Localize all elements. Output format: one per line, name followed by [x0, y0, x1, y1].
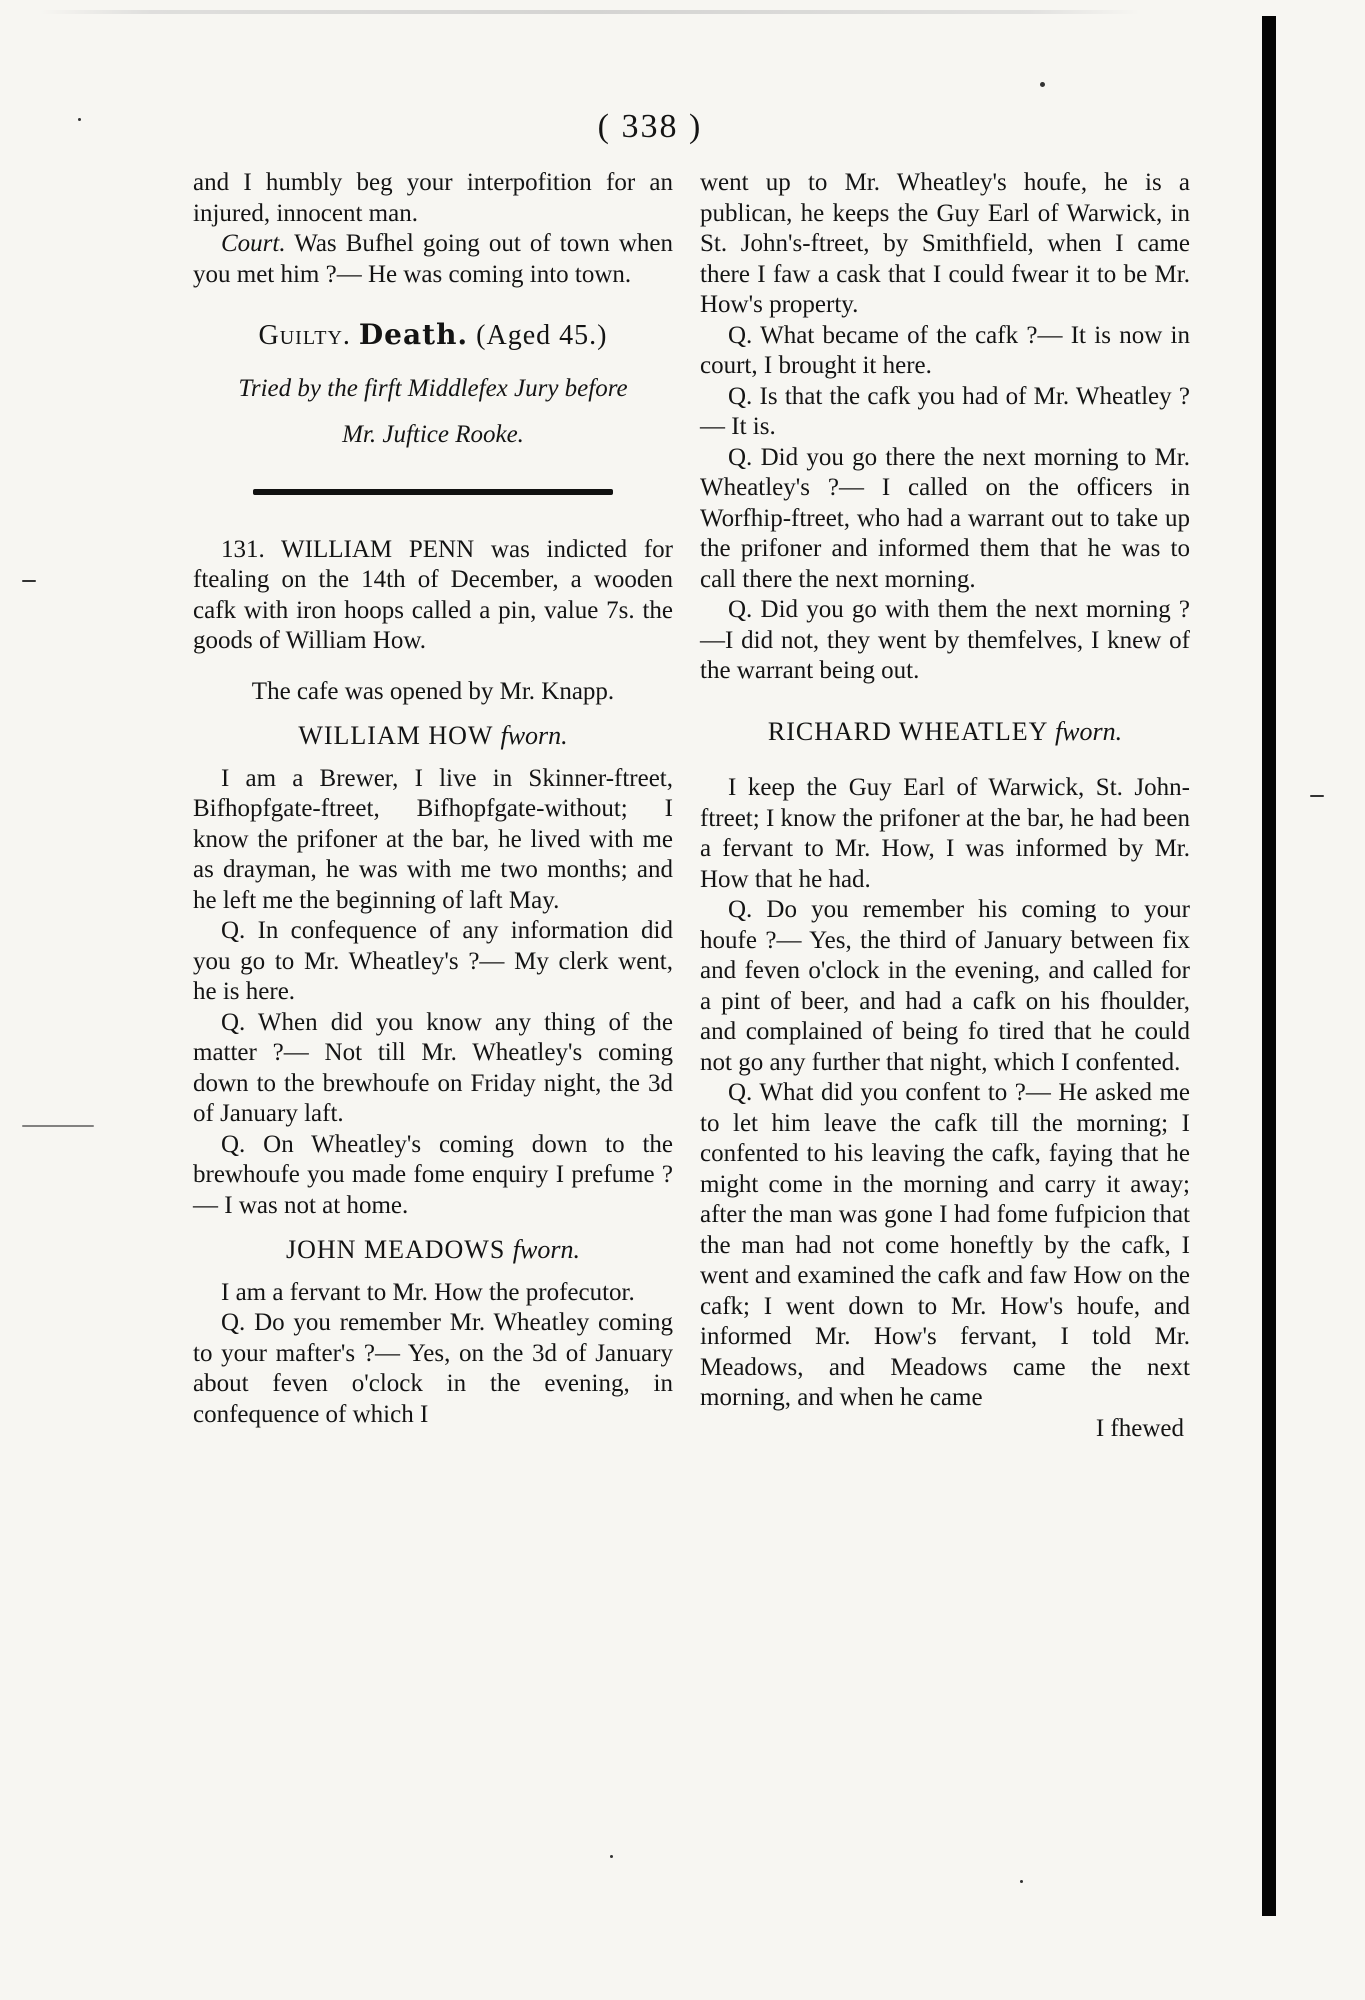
paragraph: Q. On Wheatley's coming down to the brewhoufe you made fome enquiry I prefume ?— I was not at home. — [193, 1130, 673, 1219]
paper-speck — [1310, 795, 1324, 797]
paragraph — [193, 229, 673, 290]
paragraph: Q. Did you go there the next morning to Mr. Wheatley's ?— I called on the officers in Worfhip-ftreet, who had a warrant out to take up the prifoner and informed them that he was to call there the next morning. — [700, 443, 1190, 593]
verdict-death: Death. — [358, 318, 469, 351]
verdict-age: (Aged 45.) — [476, 320, 608, 351]
paragraph: Q. Is that the cafk you had of Mr. Wheatley ?— It is. — [700, 382, 1190, 440]
paragraph: Q. What did you confent to ?— He asked me to let him leave the cafk till the morning; I confented to his leaving the cafk, faying that he might come in the morning and carry it away; after the man was gone I had fome fufpicion that the man had not come honeftly by the cafk, I went and examined the cafk and faw How on the cafk; I went down to Mr. How's houfe, and informed Mr. How's fervant, I told Mr. Meadows, and Meadows came the next morning, and when he came — [700, 1079, 1190, 1411]
case-opened-line: The cafe was opened by Mr. Knapp. — [251, 677, 615, 705]
witness-name: JOHN MEADOWS — [286, 1235, 506, 1264]
speaker-label: Court. — [221, 230, 286, 257]
paragraph: and I humbly beg your interpofition for an injured, innocent man. — [193, 169, 673, 227]
paragraph: Q. When did you know any thing of the matter ?— Not till Mr. Wheatley's coming down to the brewhoufe on Friday night, the 3d of January laft. — [193, 1008, 673, 1127]
witness-heading — [700, 717, 1190, 748]
paragraph: Q. What became of the cafk ?— It is now in court, I brought it here. — [700, 321, 1190, 379]
paragraph: Q. In confequence of any information did you go to Mr. Wheatley's ?— My clerk went, he is here. — [193, 917, 673, 1005]
paper-speck — [22, 1125, 94, 1127]
left-column — [193, 168, 673, 1430]
catchword: I fhewed — [1095, 1414, 1184, 1442]
witness-name: RICHARD WHEATLEY — [767, 716, 1048, 746]
book-spine-shadow — [1262, 16, 1276, 1916]
paragraph: Q. Do you remember his coming to your houfe ?— Yes, the third of January between fix and feven o'clock in the evening, and called for a pint of beer, and had a cafk on his fhoulder, and complained of being fo tired that he could not go any further that night, which I confented. — [700, 896, 1190, 1076]
paragraph: went up to Mr. Wheatley's houfe, he is a publican, he keeps the Guy Earl of Warwick, in St. John's-ftreet, by Smithfield, when I came there I faw a cask that I could fwear it to be Mr. How's property. — [700, 169, 1190, 318]
paper-speck — [1020, 1880, 1023, 1883]
witness-heading — [193, 721, 673, 752]
page-number: ( 338 ) — [597, 108, 703, 145]
paragraph: I keep the Guy Earl of Warwick, St. John-ftreet; I know the prifoner at the bar, he had been a fervant to Mr. How, I was informed by Mr. How that he had. — [700, 774, 1190, 893]
paper-speck — [22, 580, 36, 582]
judge-name: Mr. Juftice Rooke. — [342, 421, 524, 448]
sworn-label: fworn. — [500, 721, 568, 750]
tried-before: Tried by the firft Middlefex Jury before — [238, 374, 628, 402]
witness-heading — [193, 1235, 673, 1266]
right-column — [700, 168, 1190, 1444]
paragraph: I am a Brewer, I live in Skinner-ftreet, Bifhopfgate-ftreet, Bifhopfgate-without; I know the prifoner at the bar, he lived with me as drayman, he was with me two months; and he left me the beginning of laft May. — [193, 764, 673, 914]
witness-name: WILLIAM HOW — [298, 721, 493, 750]
page-top-edge — [40, 10, 1140, 14]
sworn-label: fworn. — [1054, 716, 1123, 746]
paper-speck — [1040, 82, 1045, 87]
verdict-guilty: Guilty. — [258, 320, 351, 351]
paragraph-text: Was Bufhel going out of town when you met him ?— He was coming into town. — [193, 230, 673, 288]
sworn-label: fworn. — [512, 1235, 580, 1264]
section-divider — [253, 489, 613, 495]
paragraph: Q. Do you remember Mr. Wheatley coming to your mafter's ?— Yes, on the 3d of January about feven o'clock in the evening, in confequence of which I — [193, 1309, 673, 1428]
verdict — [193, 320, 673, 352]
paragraph: Q. Did you go with them the next morning ?—I did not, they went by themfelves, I knew of the warrant being out. — [700, 596, 1190, 684]
paper-speck — [78, 118, 81, 121]
paper-speck — [610, 1855, 613, 1858]
indictment-paragraph: 131. WILLIAM PENN was indicted for ftealing on the 14th of December, a wooden cafk with iron hoops called a pin, value 7s. the goods of William How. — [193, 535, 673, 654]
paragraph: I am a fervant to Mr. How the profecutor. — [221, 1278, 635, 1306]
